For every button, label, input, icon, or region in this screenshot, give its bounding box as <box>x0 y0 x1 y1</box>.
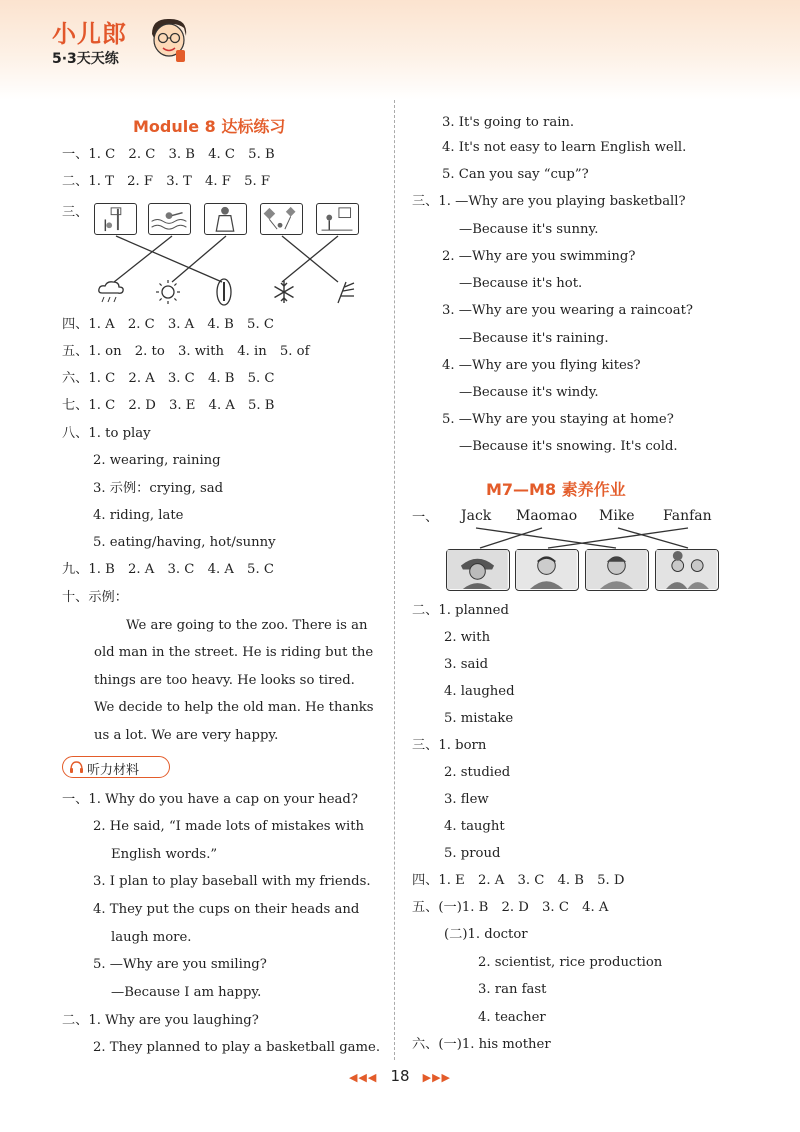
listening-line: 一、1. Why do you have a cap on your head? <box>62 792 358 807</box>
answer-row: 五、(一)1. B 2. D 3. C 4. A <box>412 900 609 915</box>
listening-line: 2. They planned to play a basketball game. <box>93 1040 381 1055</box>
sun-icon <box>155 279 181 305</box>
snowflake-icon <box>271 279 297 305</box>
listening-line: —Because I am happy. <box>111 985 262 1000</box>
listening-line: —Because it's windy. <box>459 385 599 400</box>
answer-row: 4. laughed <box>444 684 515 699</box>
listening-line: —Because it's snowing. It's cold. <box>459 439 678 454</box>
answer-row: 2. wearing, raining <box>93 453 221 468</box>
module-8-title: Module 8 达标练习 <box>133 117 286 136</box>
listening-label-text: 听力材料 <box>87 763 140 778</box>
listening-line: 二、1. Why are you laughing? <box>62 1013 259 1028</box>
essay-line: We decide to help the old man. He thanks <box>94 700 374 715</box>
answer-row: 5. mistake <box>444 711 514 726</box>
listening-line: 3. I plan to play baseball with my friends. <box>93 874 371 889</box>
staying-home-picture <box>316 203 359 235</box>
essay-line: old man in the street. He is riding but the <box>94 645 374 660</box>
answer-row: 5. proud <box>444 846 501 861</box>
rain-cloud-icon <box>96 279 126 305</box>
listening-line: 3. —Why are you wearing a raincoat? <box>442 303 693 318</box>
listening-line: 5. —Why are you smiling? <box>93 957 267 972</box>
answer-row: 3. flew <box>444 792 489 807</box>
left-arrows-icon: ◀◀◀ <box>348 1071 378 1084</box>
listening-line: 5. —Why are you staying at home? <box>442 412 674 427</box>
listening-line: 4. It's not easy to learn English well. <box>442 140 687 155</box>
answer-row: 3. 示例：crying, sad <box>93 481 224 496</box>
raincoat-picture <box>204 203 247 235</box>
thermometer-icon <box>214 277 234 307</box>
page-footer <box>0 1066 800 1085</box>
answer-row: 七、1. C 2. D 3. E 4. A 5. B <box>62 398 275 413</box>
name-matching-lines <box>440 526 730 550</box>
answer-row: 五、1. on 2. to 3. with 4. in 5. of <box>62 344 310 359</box>
m7-m8-title: M7—M8 素养作业 <box>486 480 626 499</box>
answer-row: 2. scientist, rice production <box>478 955 663 970</box>
listening-line: 4. —Why are you flying kites? <box>442 358 641 373</box>
right-arrows-icon: ▶▶▶ <box>422 1071 452 1084</box>
name-fanfan: Fanfan <box>663 508 712 524</box>
listening-line: English words.” <box>111 847 218 862</box>
answer-row: 三、 <box>62 205 89 220</box>
answer-row: 3. ran fast <box>478 982 547 997</box>
headphones-icon <box>69 760 84 774</box>
essay-line: things are too heavy. He looks so tired. <box>94 673 355 688</box>
listening-line: 3. It's going to rain. <box>442 115 575 130</box>
page-number: 18 <box>390 1067 410 1085</box>
listening-line: —Because it's hot. <box>459 276 583 291</box>
answer-row: 二、1. planned <box>412 603 509 618</box>
answer-row: 4. taught <box>444 819 505 834</box>
answer-row: 三、1. born <box>412 738 487 753</box>
answer-row: 八、1. to play <box>62 426 151 441</box>
essay-line: We are going to the zoo. There is an <box>126 618 368 633</box>
answer-row: 六、1. C 2. A 3. C 4. B 5. C <box>62 371 275 386</box>
person-photo-2 <box>515 549 579 591</box>
name-maomao: Maomao <box>516 508 578 524</box>
listening-line: 5. Can you say “cup”? <box>442 167 589 182</box>
listening-material-label <box>62 756 170 778</box>
logo-title: 小儿郎 <box>52 20 127 48</box>
listening-line: —Because it's sunny. <box>459 222 599 237</box>
logo-subtitle: 5·3天天练 <box>52 51 119 67</box>
listening-line: 2. —Why are you swimming? <box>442 249 636 264</box>
listening-line: —Because it's raining. <box>459 331 609 346</box>
answer-row: 2. with <box>444 630 491 645</box>
answer-row: 六、(一)1. his mother <box>412 1037 551 1052</box>
essay-line: us a lot. We are very happy. <box>94 728 279 743</box>
listening-line: 三、1. —Why are you playing basketball? <box>412 194 686 209</box>
answer-row: (二)1. doctor <box>444 927 528 942</box>
answer-row: 十、示例： <box>62 590 128 605</box>
mascot-icon <box>146 16 192 64</box>
answer-row: 九、1. B 2. A 3. C 4. A 5. C <box>62 562 274 577</box>
basketball-picture <box>94 203 137 235</box>
listening-line: laugh more. <box>111 930 192 945</box>
answer-row: 4. teacher <box>478 1010 546 1025</box>
wind-icon <box>332 279 358 305</box>
person-photo-1 <box>446 549 510 591</box>
answer-row: 2. studied <box>444 765 511 780</box>
brand-logo <box>52 14 212 76</box>
question-label: 一、 <box>412 510 439 525</box>
answer-row: 3. said <box>444 657 489 672</box>
answer-row: 四、1. E 2. A 3. C 4. B 5. D <box>412 873 625 888</box>
kites-picture <box>260 203 303 235</box>
answer-row: 4. riding, late <box>93 508 184 523</box>
answer-row: 四、1. A 2. C 3. A 4. B 5. C <box>62 317 274 332</box>
person-photo-4 <box>655 549 719 591</box>
person-photo-3 <box>585 549 649 591</box>
answer-row: 5. eating/having, hot/sunny <box>93 535 276 550</box>
swimming-picture <box>148 203 191 235</box>
listening-line: 2. He said, “I made lots of mistakes with <box>93 819 365 834</box>
answer-row: 二、1. T 2. F 3. T 4. F 5. F <box>62 174 271 189</box>
name-mike: Mike <box>599 508 635 524</box>
column-divider <box>394 100 395 1060</box>
name-jack: Jack <box>461 508 492 524</box>
listening-line: 4. They put the cups on their heads and <box>93 902 360 917</box>
answer-row: 一、1. C 2. C 3. B 4. C 5. B <box>62 147 275 162</box>
